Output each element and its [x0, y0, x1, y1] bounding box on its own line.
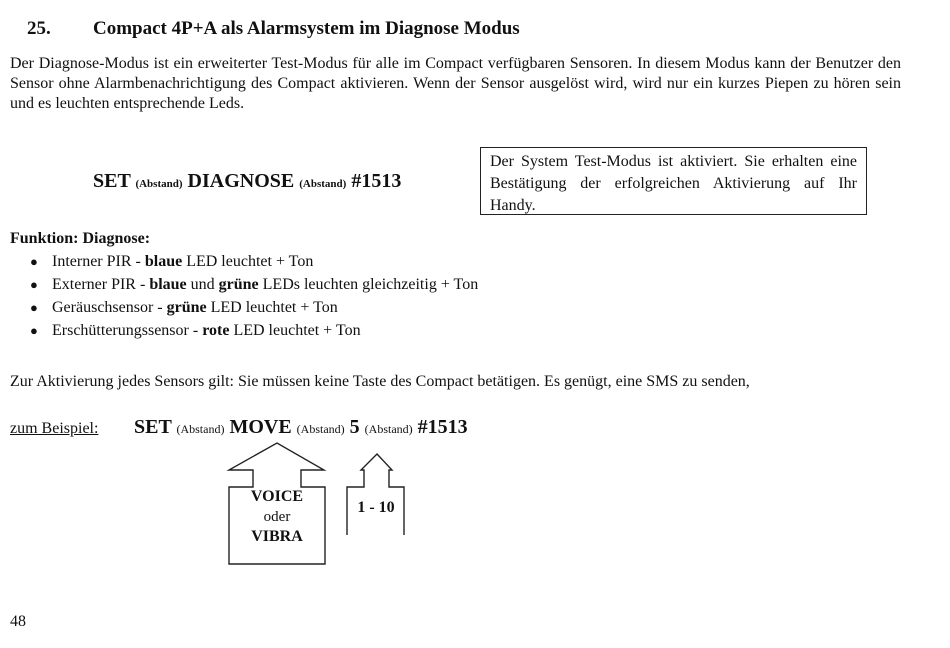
list-item: ● Geräuschsensor - grüne LED leuchtet + Ton [30, 296, 478, 319]
cmd-keyword: MOVE [229, 416, 292, 438]
example-label: zum Beispiel: [10, 420, 99, 437]
cmd-keyword: DIAGNOSE [187, 170, 295, 192]
bullet-icon: ● [30, 254, 38, 269]
function-title: Funktion: Diagnose: [10, 230, 151, 247]
confirmation-note-box: Der System Test-Modus ist aktiviert. Sie erhalten eine Bestätigung der erfolgreichen Aktivierung auf Ihr Handy. [480, 147, 867, 215]
range-callout-arrow [347, 454, 404, 535]
list-item: ● Externer PIR - blaue und grüne LEDs leuchten gleichzeitig + Ton [30, 273, 478, 296]
cmd-set: SET [93, 170, 131, 192]
range-callout: 1 - 10 [357, 499, 395, 516]
bullet-icon: ● [30, 300, 38, 315]
section-title: Compact 4P+A als Alarmsystem im Diagnose Modus [93, 18, 520, 39]
section-number: 25. [27, 18, 51, 39]
activation-text: Zur Aktivierung jedes Sensors gilt: Sie müssen keine Taste des Compact betätigen. Es genügt, eine SMS zu senden, [10, 373, 750, 390]
list-item: ● Interner PIR - blaue LED leuchtet + Ton [30, 250, 478, 273]
intro-text: Der Diagnose-Modus ist ein erweiterter Test-Modus für alle im Compact verfügbaren Sensoren. In diesem Modus kann der Benutzer den Sensor ohne Alarmbenachrichtigung des Compact aktivieren. Wenn der Sensor ausgelöst wird, wird nur ein kurzes Piepen zu hören sein und es leuchten entsprechende Leds. [10, 55, 901, 112]
cmd-gap-3: (Abstand) [364, 422, 413, 436]
cmd-gap-1: (Abstand) [176, 422, 225, 436]
cmd-value: 5 [349, 416, 360, 438]
cmd-gap-2: (Abstand) [299, 178, 347, 190]
list-item: ● Erschütterungssensor - rote LED leuchtet + Ton [30, 319, 478, 342]
or-label: oder [263, 509, 291, 525]
cmd-gap-1: (Abstand) [135, 178, 183, 190]
bullet-icon: ● [30, 277, 38, 292]
vibra-option: VIBRA [251, 528, 303, 545]
cmd-gap-2: (Abstand) [296, 422, 345, 436]
bullet-icon: ● [30, 323, 38, 338]
page-number: 48 [10, 613, 26, 630]
cmd-code: #1513 [351, 170, 402, 192]
voice-vibra-callout [229, 487, 325, 563]
voice-option: VOICE [250, 488, 304, 505]
cmd-code: #1513 [417, 416, 468, 438]
cmd-set: SET [134, 416, 172, 438]
